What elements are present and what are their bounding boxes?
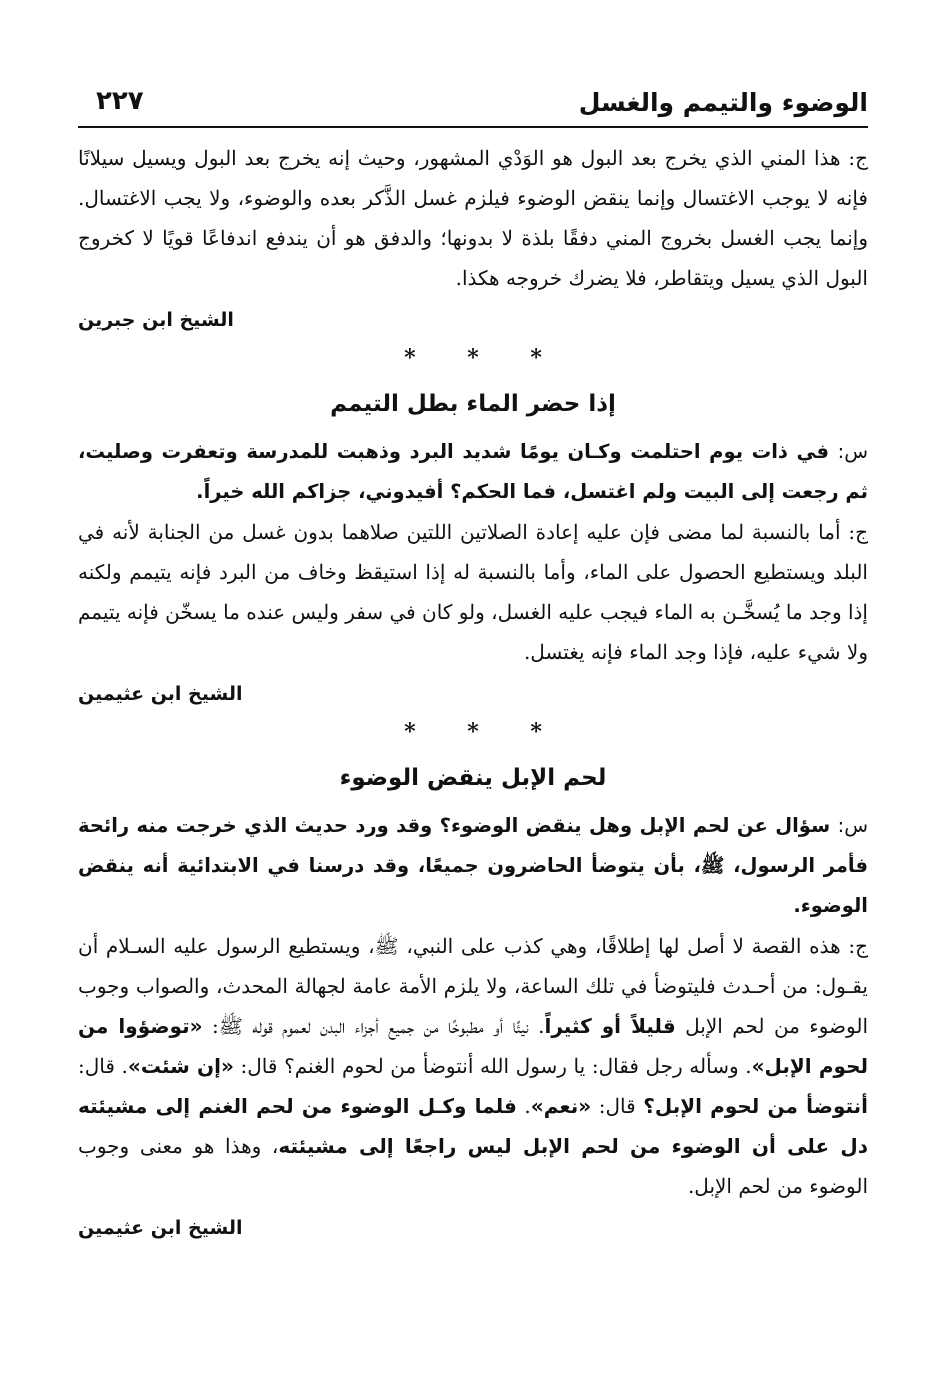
section-heading: إذا حضر الماء بطل التيمم <box>330 391 616 417</box>
answer-text: هذا المني الذي يخرج بعد البول هو الوَدْي المشهور، وحيث إنه يخرج بعد البول ويسيل سيلانًا فإنه لا يوجب الاغتسال وإنما ينقض الوضوء فيلزم غسل الذَّكر بعده والوضوء، ولا يجب الاغتسال. وإنما يجب الغسل بخروج المني دفقًا بلذة لا بدونها؛ والدفق هو أن يندفع اندفاعًا قويًا لا كخروج البول الذي يسيل ويتقاطر، فلا يضرك خروجه هكذا. <box>78 146 868 290</box>
answer-emphasis: قليلاً أو كثيراً <box>544 1014 676 1038</box>
question-prefix: س: <box>837 814 868 837</box>
answer-text-part: هذه القصة لا أصل لها إطلاقًا، وهي كذب على النبي، ﷺ، ويستطيع الرسول عليه السـلام أن يقـول: من أحـدث فليتوضأ في تلك الساعة، ولا يلزم الأمة عامة لجهالة المحدث، والصواب وجوب الوضوء من لحم الإبل <box>78 934 869 1038</box>
hadith-quote: «توضؤوا من لحوم الإبل» <box>78 1014 868 1078</box>
sheikh-attribution: الشيخ ابن جبرين <box>78 309 234 331</box>
answer-paragraph <box>78 138 868 298</box>
section-heading: لحم الإبل ينقض الوضوء <box>339 765 607 791</box>
answer-text-part: قال: <box>591 1094 644 1118</box>
hadith-quote: أنتوضأ من لحوم الإبل؟ <box>643 1094 869 1118</box>
answer-text-part: . قال: <box>78 1054 128 1078</box>
question-prefix: س: <box>837 440 868 463</box>
section-separator: * * * <box>404 345 564 371</box>
answer-text-part: ، وهذا هو معنى وجوب الوضوء من لحم الإبل. <box>78 1134 868 1198</box>
answer-text-part: . <box>516 1094 531 1118</box>
running-title: الوضوء والتيمم والغسل <box>578 88 868 117</box>
question-text: في ذات يوم احتلمت وكـان يومًا شديد البرد وذهبت للمدرسة وتعفرت وصليت، ثم رجعت إلى البيت ولم اغتسل، فما الحكم؟ أفيدوني، جزاكم الله خيراً. <box>78 440 868 503</box>
page <box>78 80 868 1248</box>
page-number: ٢٢٧ <box>96 86 144 116</box>
answer-prefix: ج: <box>848 934 868 958</box>
page-header <box>78 80 868 128</box>
answer-text: أما بالنسبة لما مضى فإن عليه إعادة الصلاتين اللتين صلاهما بدون غسل من الجنابة لأنه في البلد ويستطيع الحصول على الماء، وأما بالنسبة له إذا استيقظ وخاف من البرد فإنه يتيمم ولكنه إذا وجد ما يُسخَّـن به الماء فيجب عليه الغسل، ولو كان في سفر وليس عنده ما يسخّن فإنه يتيمم ولا شيء عليه، فإذا وجد الماء فإنه يغتسل. <box>78 520 868 664</box>
hadith-quote: «نعم» <box>530 1094 592 1118</box>
answer-paragraph <box>78 512 868 672</box>
answer-paragraph <box>78 926 868 1206</box>
answer-prefix: ج: <box>848 520 868 544</box>
answer-prefix: ج: <box>848 146 869 170</box>
answer-text-part: . وسأله رجل فقال: يا رسول الله أنتوضأ من لحوم الغنم؟ قال: <box>233 1054 752 1078</box>
question-text: سؤال عن لحم الإبل وهل ينقض الوضوء؟ وقد ورد حديث الذي خرجت منه رائحة فأمر الرسول، ﷺ، بأن يتوضأ الحاضرون جميعًا، وقد درسنا في الابتدائية أنه ينقض الوضوء. <box>78 814 868 917</box>
sheikh-attribution: الشيخ ابن عثيمين <box>78 1217 243 1239</box>
hadith-quote: «إن شئت» <box>127 1054 234 1078</box>
answer-emphasis: فلما وكـل الوضوء من لحم الغنم إلى مشيئته دل على أن الوضوء من لحم الإبل ليس راجعًا إلى مشيئته <box>78 1094 868 1158</box>
sheikh-attribution: الشيخ ابن عثيمين <box>78 683 243 705</box>
section-separator: * * * <box>404 719 564 745</box>
answer-text-part: . نيئًا أو مطبوخًا من جميع أجزاء البدن لعموم قوله ﷺ: <box>202 1014 545 1038</box>
question-paragraph <box>78 432 868 512</box>
question-paragraph <box>78 806 868 926</box>
